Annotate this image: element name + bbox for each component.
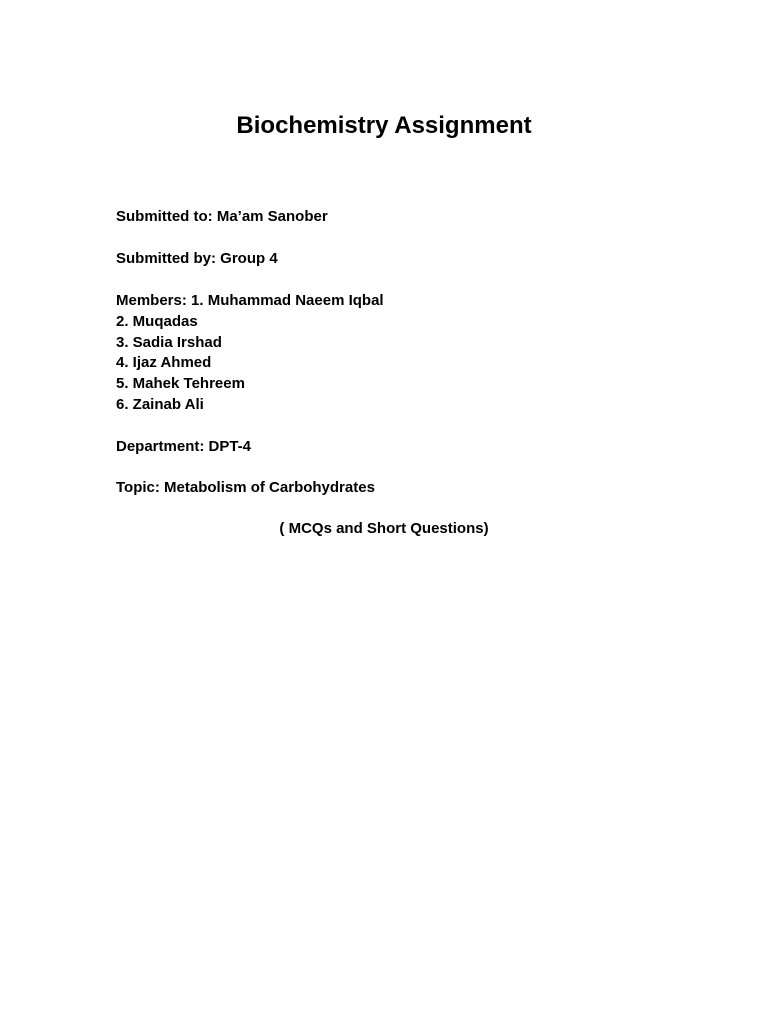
- member-item: 6. Zainab Ali: [116, 396, 204, 413]
- topic-line: Topic: Metabolism of Carbohydrates: [116, 479, 375, 496]
- member-item: 5. Mahek Tehreem: [116, 375, 245, 392]
- member-item: 2. Muqadas: [116, 313, 198, 330]
- document-title: Biochemistry Assignment: [236, 112, 532, 139]
- subtitle-line: ( MCQs and Short Questions): [279, 520, 489, 537]
- members-heading-line: Members: 1. Muhammad Naeem Iqbal: [116, 292, 384, 309]
- department-line: Department: DPT-4: [116, 438, 252, 455]
- member-item: 3. Sadia Irshad: [116, 334, 222, 351]
- member-item: 4. Ijaz Ahmed: [116, 354, 212, 371]
- submitted-to-line: Submitted to: Ma’am Sanober: [116, 208, 328, 225]
- submitted-by-line: Submitted by: Group 4: [116, 250, 278, 267]
